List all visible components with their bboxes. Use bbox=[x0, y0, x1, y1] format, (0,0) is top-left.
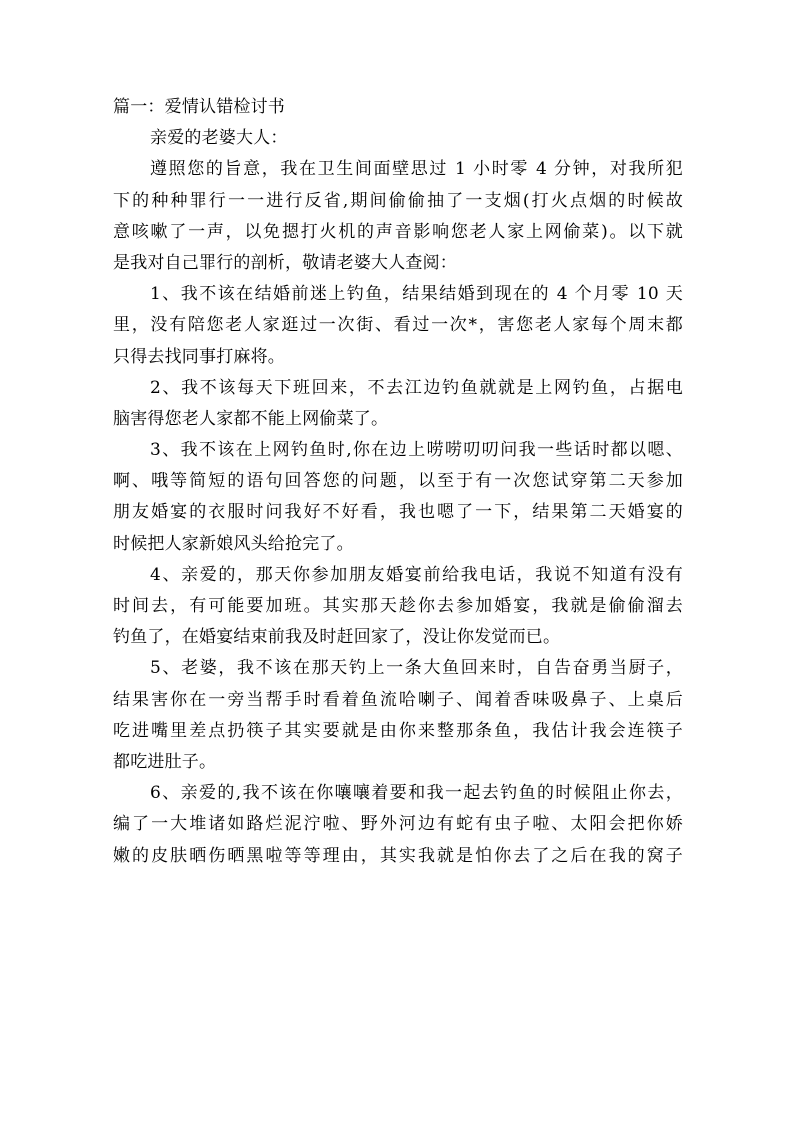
paragraph-item-5 bbox=[113, 653, 683, 778]
paragraph-line: 下的种种罪行一一进行反省,期间偷偷抽了一支烟(打火点烟的时候故 bbox=[113, 190, 683, 211]
paragraph-line: 脑害得您老人家都不能上网偷菜了。 bbox=[113, 408, 389, 429]
paragraph-item-2 bbox=[113, 373, 683, 435]
paragraph-line: 只得去找同事打麻将。 bbox=[113, 346, 285, 367]
document-page bbox=[113, 92, 683, 872]
document-title: 篇一：爱情认错检讨书 bbox=[113, 97, 285, 117]
paragraph-line: 4、亲爱的，那天你参加朋友婚宴前给我电话，我说不知道有没有 bbox=[150, 564, 683, 585]
paragraph-line: 5、老婆，我不该在那天钓上一条大鱼回来时，自告奋勇当厨子， bbox=[150, 658, 683, 679]
paragraph-line: 1、我不该在结婚前迷上钓鱼，结果结婚到现在的 4 个月零 10 天 bbox=[150, 284, 683, 305]
paragraph-line: 钓鱼了，在婚宴结束前我及时赶回家了，没让你发觉而已。 bbox=[113, 627, 561, 648]
paragraph-line: 意咳嗽了一声，以免摁打火机的声音影响您老人家上网偷菜)。以下就 bbox=[113, 221, 683, 242]
paragraph-line: 里，没有陪您老人家逛过一次街、看过一次*，害您老人家每个周末都 bbox=[113, 315, 683, 336]
paragraph-line: 遵照您的旨意，我在卫生间面壁思过 1 小时零 4 分钟，对我所犯 bbox=[150, 159, 683, 180]
paragraph-line: 时间去，有可能要加班。其实那天趁你去参加婚宴，我就是偷偷溜去 bbox=[113, 596, 683, 616]
paragraph-line: 3、我不该在上网钓鱼时,你在边上唠唠叨叨问我一些话时都以嗯、 bbox=[150, 440, 683, 461]
paragraph-line: 吃进嘴里差点扔筷子其实要就是由你来整那条鱼，我估计我会连筷子 bbox=[113, 720, 683, 741]
paragraph-item-6 bbox=[113, 778, 683, 872]
paragraph-line: 啊、哦等简短的语句回答您的问题，以至于有一次您试穿第二天参加 bbox=[113, 471, 683, 492]
salutation: 亲爱的老婆大人： bbox=[150, 128, 288, 149]
paragraph-item-3 bbox=[113, 435, 683, 560]
paragraph-line: 是我对自己罪行的剖析，敬请老婆大人查阅： bbox=[113, 252, 457, 273]
paragraph-intro bbox=[113, 154, 683, 279]
paragraph-item-1 bbox=[113, 279, 683, 373]
paragraph-line: 嫩的皮肤晒伤晒黑啦等等理由，其实我就是怕你去了之后在我的窝子 bbox=[113, 845, 683, 866]
paragraph-line: 都吃进肚子。 bbox=[113, 751, 217, 772]
paragraph-line: 结果害你在一旁当帮手时看着鱼流哈喇子、闻着香味吸鼻子、上桌后 bbox=[113, 689, 683, 710]
paragraph-line: 2、我不该每天下班回来，不去江边钓鱼就就是上网钓鱼，占据电 bbox=[150, 377, 683, 398]
paragraph-line: 编了一大堆诸如路烂泥泞啦、野外河边有蛇有虫子啦、太阳会把你娇 bbox=[113, 814, 683, 835]
paragraph-line: 时候把人家新娘风头给抢完了。 bbox=[113, 533, 354, 554]
paragraph-line: 朋友婚宴的衣服时问我好不好看，我也嗯了一下，结果第二天婚宴的 bbox=[113, 502, 683, 523]
paragraph-item-4 bbox=[113, 560, 683, 654]
paragraph-line: 6、亲爱的,我不该在你嚷嚷着要和我一起去钓鱼的时候阻止你去， bbox=[150, 783, 683, 804]
